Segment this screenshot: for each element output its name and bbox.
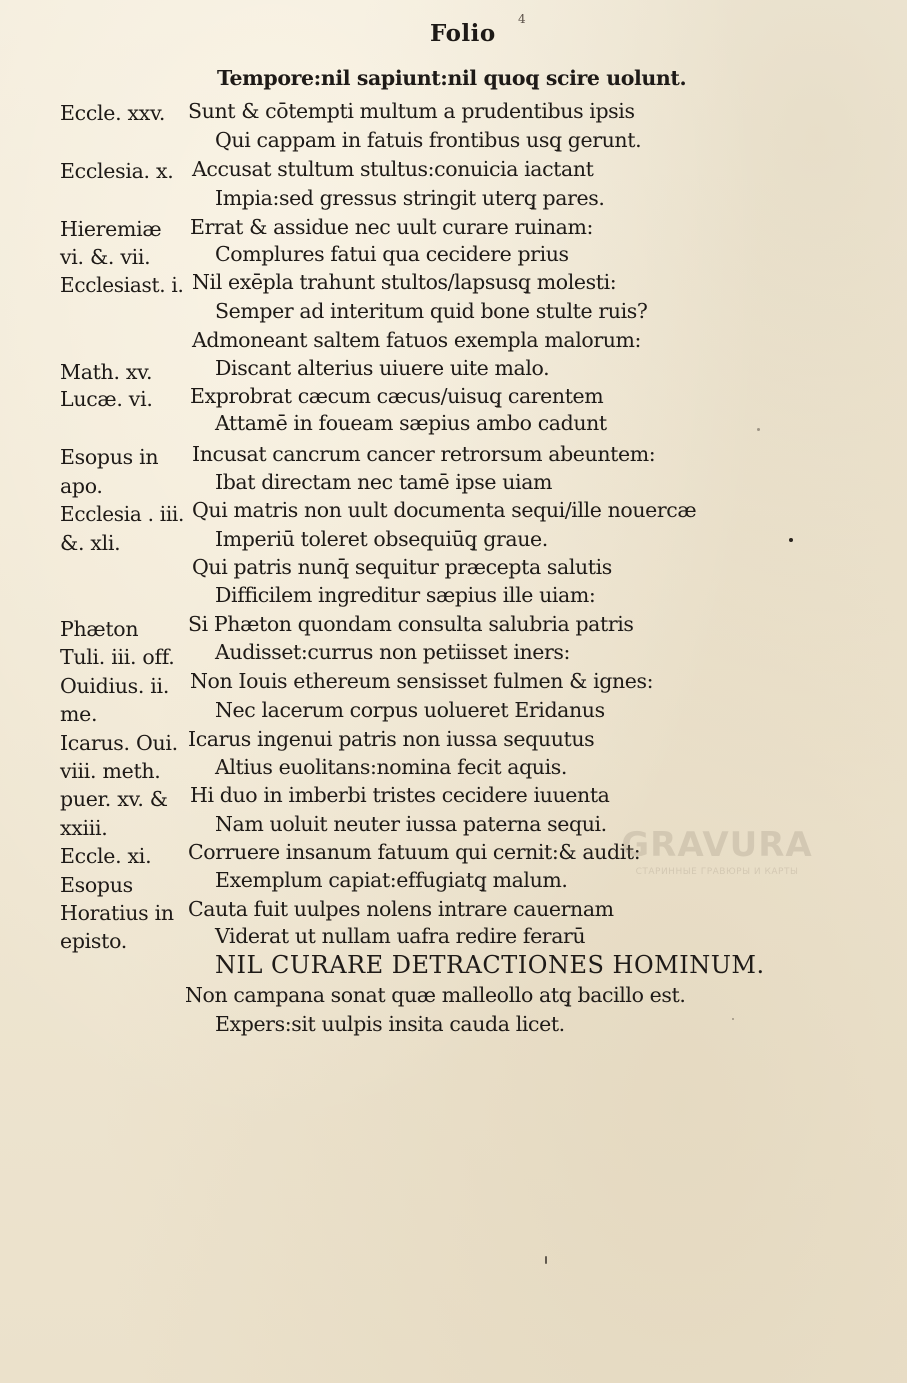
margin-reference: Eccle. xi. [60, 844, 152, 868]
margin-reference: Horatius in [60, 901, 174, 925]
verse-line: Non Iouis ethereum sensisset fulmen & ignes: [190, 669, 654, 693]
verse-line: Icarus ingenui patris non iussa sequutus [188, 727, 595, 751]
margin-reference: Esopus [60, 873, 133, 897]
margin-reference: vi. &. vii. [60, 245, 151, 269]
verse-line: Qui cappam in fatuis frontibus usq̧ gerunt. [215, 128, 642, 152]
folio-number: 4 [518, 12, 526, 26]
margin-reference: Ouidius. ii. [60, 674, 170, 698]
verse-line: Nam uoluit neuter iussa paterna sequi. [215, 812, 607, 836]
watermark [612, 825, 822, 877]
verse-line: Accusat stultum stultus:conuicia iactant [192, 157, 594, 181]
verse-line: Viderat ut nullam uafra redire ferarū [215, 924, 586, 948]
margin-reference: Lucæ. vi. [60, 387, 153, 411]
ink-speck [732, 1018, 734, 1020]
verse-line: Imperiū toleret obsequiūq̧ graue. [215, 527, 548, 551]
verse-line: Errat & assidue nec uult curare ruinam: [190, 215, 594, 239]
margin-reference: Ecclesia . iii. [60, 502, 185, 526]
verse-line: Nec lacerum corpus uolueret Eridanus [215, 698, 605, 722]
verse-line: Tempore:nil sapiunt:nil quoq̧ scire uolunt. [217, 66, 687, 90]
verse-line: Corruere insanum fatuum qui cernit:& audit: [188, 840, 641, 864]
margin-reference: Math. xv. [60, 360, 153, 384]
margin-reference: Icarus. Oui. [60, 731, 178, 755]
ink-speck [545, 1256, 547, 1264]
section-heading: NIL CURARE DETRACTIONES HOMINUM. [215, 951, 765, 979]
watermark-main: GRAVURA [621, 825, 813, 865]
verse-line: Si Phæton quondam consulta salubria patris [188, 612, 634, 636]
verse-line: Non campana sonat quæ malleollo atq̧ bacillo est. [185, 983, 686, 1007]
verse-line: Qui patris nunq̄ sequitur præcepta salutis [192, 555, 612, 579]
margin-reference: xxiii. [60, 816, 108, 840]
margin-reference: puer. xv. & [60, 787, 168, 811]
margin-reference: apo. [60, 474, 103, 498]
margin-reference: Tuli. iii. off. [60, 645, 175, 669]
verse-line: Nil exēpla trahunt stultos/lapsusq̧ molesti: [192, 270, 617, 294]
margin-reference: &. xli. [60, 531, 121, 555]
verse-line: Qui matris non uult documenta sequi/ille nouercæ [192, 498, 697, 522]
verse-line: Exemplum capiat:effugiatq̧ malum. [215, 868, 568, 892]
margin-reference: viii. meth. [60, 759, 161, 783]
verse-line: Sunt & cōtempti multum a prudentibus ipsis [188, 99, 635, 123]
verse-line: Discant alterius uiuere uite malo. [215, 356, 550, 380]
margin-reference: Phæton [60, 617, 139, 641]
margin-reference: Ecclesiast. i. [60, 273, 184, 297]
verse-line: Difficilem ingreditur sæpius ille uiam: [215, 583, 596, 607]
verse-line: Attamē in foueam sæpius ambo cadunt [215, 411, 607, 435]
verse-line: Semper ad interitum quid bone stulte ruis? [215, 299, 648, 323]
verse-line: Exprobrat cæcum cæcus/uisuq̧ carentem [190, 384, 604, 408]
verse-line: Expers:sit uulpis insita cauda licet. [215, 1012, 565, 1036]
margin-reference: Esopus in [60, 445, 159, 469]
verse-line: Complures fatui qua cecidere prius [215, 242, 569, 266]
verse-line: Hi duo in imberbi tristes cecidere iuuenta [190, 783, 610, 807]
margin-reference: Ecclesia. x. [60, 159, 174, 183]
verse-line: Audisset:currus non petiisset iners: [215, 640, 571, 664]
margin-reference: episto. [60, 929, 127, 953]
margin-reference: Hieremiæ [60, 217, 162, 241]
verse-line: Impia:sed gressus stringit uterq̧ pares. [215, 186, 605, 210]
ink-speck [757, 428, 760, 431]
verse-line: Ibat directam nec tamē ipse uiam [215, 470, 553, 494]
verse-line: Admoneant saltem fatuos exempla malorum: [192, 328, 642, 352]
folio-header: Folio [430, 20, 496, 47]
verse-line: Altius euolitans:nomina fecit aquis. [215, 755, 568, 779]
margin-reference: me. [60, 702, 98, 726]
verse-line: Incusat cancrum cancer retrorsum abeuntem: [192, 442, 656, 466]
margin-reference: Eccle. xxv. [60, 101, 166, 125]
watermark-sub: СТАРИННЫЕ ГРАВЮРЫ И КАРТЫ [635, 867, 799, 877]
verse-line: Cauta fuit uulpes nolens intrare cauernam [188, 897, 614, 921]
ink-speck [789, 538, 793, 542]
